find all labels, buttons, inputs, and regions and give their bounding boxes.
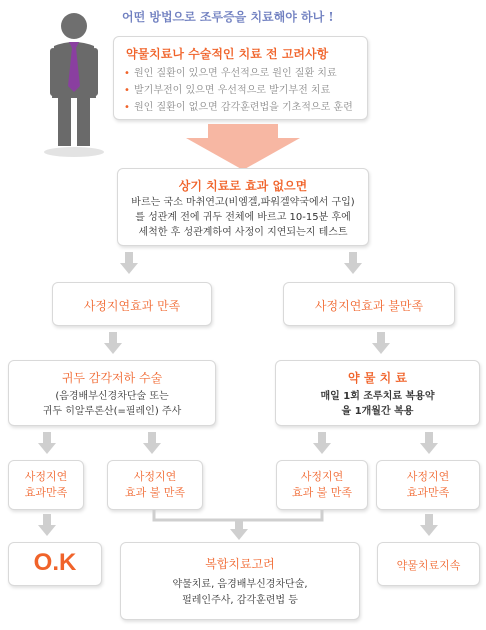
list-item: • 발기부전이 있으면 우선적으로 발기부전 치료	[124, 82, 353, 99]
pink-down-arrow	[186, 124, 300, 170]
no-effect-line: 를 성관계 전에 귀두 전체에 바르고 10-15분 후에	[135, 212, 351, 223]
medication-title: 약 물 치 료	[348, 371, 407, 385]
down-arrow	[372, 332, 390, 354]
pre-treatment-list	[124, 65, 353, 116]
outcome-line: 사정지연	[133, 470, 177, 483]
unsatisfied-label: 사정지연효과 불만족	[314, 299, 424, 313]
down-arrow	[38, 432, 56, 454]
outcome-line: 사정지연	[406, 470, 450, 483]
outcome-line: 효과만족	[24, 486, 68, 499]
surgery-box	[8, 360, 216, 426]
medication-box	[275, 360, 480, 426]
pre-treatment-title: 약물치료나 수술적인 치료 전 고려사항	[126, 47, 329, 61]
no-effect-title: 상기 치료로 효과 없으면	[178, 179, 308, 193]
outcome-satisfied-box	[8, 460, 84, 510]
surgery-line: 귀두 히알루론산(=필레인) 주사	[42, 406, 182, 417]
combined-treatment-box	[120, 542, 360, 620]
combined-line: 약물치료, 음경배부신경차단술,	[172, 579, 308, 590]
list-item: • 원인 질환이 없으면 감각훈련법을 기초적으로 훈련	[124, 99, 353, 116]
continue-medication-label: 약물치료지속	[396, 559, 461, 572]
outcome-line: 효과만족	[406, 486, 450, 499]
combined-line: 펄레인주사, 감각훈련법 등	[182, 595, 298, 606]
down-arrow	[143, 432, 161, 454]
down-arrow	[420, 514, 438, 536]
header-question: 어떤 방법으로 조루증을 치료해야 하나 !	[122, 10, 334, 24]
person-figure	[40, 8, 110, 158]
connector-line	[150, 510, 330, 542]
outcome-line: 사정지연	[300, 470, 344, 483]
surgery-title: 귀두 감각저하 수술	[61, 371, 163, 385]
no-effect-line: 세척한 후 성관계하여 사정이 지연되는지 테스트	[138, 227, 348, 238]
medication-line: 을 1개월간 복용	[341, 406, 414, 417]
outcome-unsatisfied-box	[276, 460, 368, 510]
continue-medication-box	[377, 542, 480, 586]
outcome-line: 사정지연	[24, 470, 68, 483]
outcome-line: 효과 불 만족	[124, 486, 186, 499]
surgery-line: (음경배부신경차단술 또는	[55, 391, 169, 402]
pre-treatment-box	[113, 36, 368, 120]
list-item: • 원인 질환이 있으면 우선적으로 원인 질환 치료	[124, 65, 353, 82]
unsatisfied-box	[283, 282, 455, 326]
no-effect-line: 바르는 국소 마취연고(비엠겔,파워겔약국에서 구입)	[131, 197, 355, 208]
down-arrow	[420, 432, 438, 454]
down-arrow	[104, 332, 122, 354]
satisfied-label: 사정지연효과 만족	[83, 299, 181, 313]
combined-title: 복합치료고려	[205, 557, 275, 571]
satisfied-box	[52, 282, 212, 326]
ok-label: O.K	[33, 549, 77, 576]
outcome-line: 효과 불 만족	[291, 486, 353, 499]
ok-box	[8, 542, 102, 586]
down-arrow	[344, 252, 362, 274]
down-arrow	[38, 514, 56, 536]
outcome-satisfied-box	[376, 460, 480, 510]
down-arrow	[313, 432, 331, 454]
no-effect-box	[117, 168, 369, 246]
medication-line: 매일 1회 조루치료 복용약	[320, 391, 435, 402]
outcome-unsatisfied-box	[107, 460, 203, 510]
down-arrow	[120, 252, 138, 274]
